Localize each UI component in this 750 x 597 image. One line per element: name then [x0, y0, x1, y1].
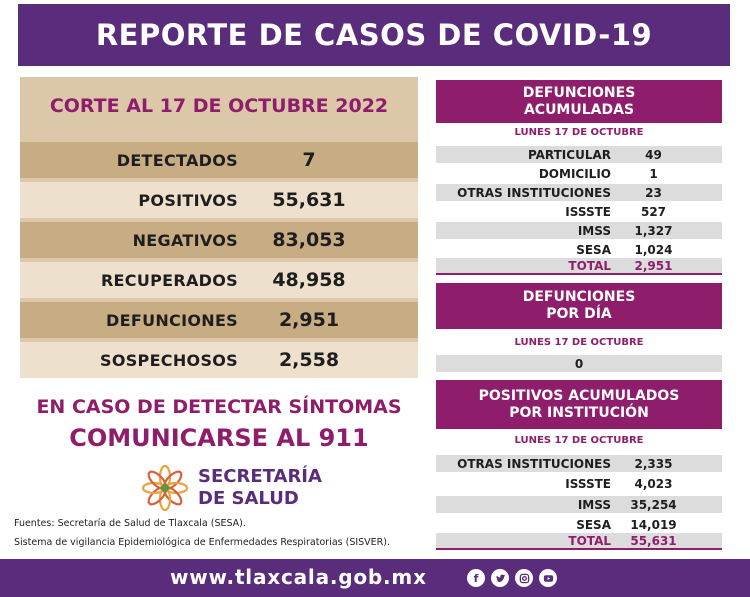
section-title-line-1: POSITIVOS ACUMULADOS — [478, 387, 680, 404]
section-title-line-2: POR INSTITUCIÓN — [509, 404, 649, 421]
row-label: ISSSTE — [565, 476, 611, 491]
alert-line-1: EN CASO DE DETECTAR SÍNTOMAS — [36, 396, 402, 418]
stat-row-recuperados — [20, 262, 418, 298]
cut-date-label: CORTE AL 17 DE OCTUBRE 2022 — [49, 95, 389, 117]
website-link[interactable]: www.tlaxcala.gob.mx — [170, 565, 427, 589]
table-row — [436, 516, 722, 533]
table-row — [436, 455, 722, 472]
stat-row-detectados — [20, 142, 418, 178]
stat-label: DEFUNCIONES — [106, 310, 238, 330]
total-label: TOTAL — [568, 533, 611, 548]
positives-institution-header — [436, 380, 722, 429]
row-label: SESA — [576, 517, 611, 532]
total-value: 2,951 — [634, 258, 673, 273]
stat-label: RECUPERADOS — [100, 270, 238, 290]
table-row — [436, 475, 722, 492]
table-row — [436, 222, 722, 239]
row-value: 2,335 — [634, 456, 673, 471]
positives-institution-date: LUNES 17 DE OCTUBRE — [514, 435, 644, 446]
total-label: TOTAL — [568, 258, 611, 273]
facebook-icon[interactable]: f — [467, 569, 485, 587]
page-title: REPORTE DE CASOS DE COVID-19 — [95, 18, 653, 52]
header-banner — [18, 4, 730, 66]
row-value: 4,023 — [634, 476, 673, 491]
row-value: 49 — [645, 147, 662, 162]
row-value: 1,024 — [634, 242, 673, 257]
row-label: DOMICILIO — [538, 166, 611, 181]
stat-value: 83,053 — [272, 229, 346, 251]
logo-text-line-2: DE SALUD — [198, 488, 299, 509]
row-label: SESA — [576, 242, 611, 257]
stat-label: DETECTADOS — [116, 150, 238, 170]
table-row — [436, 241, 722, 258]
stat-label: SOSPECHOSOS — [100, 350, 238, 370]
stat-label: POSITIVOS — [138, 190, 238, 210]
row-label: OTRAS INSTITUCIONES — [457, 456, 611, 471]
twitter-icon[interactable] — [491, 569, 509, 587]
source-line-2: Sistema de vigilancia Epidemiológica de Enfermedades Respiratorias (SISVER). — [14, 537, 391, 548]
row-label: PARTICULAR — [527, 147, 611, 162]
table-row — [436, 146, 722, 163]
row-value: 527 — [640, 204, 667, 219]
stat-label: NEGATIVOS — [132, 230, 238, 250]
youtube-icon[interactable] — [539, 569, 557, 587]
table-row — [436, 203, 722, 220]
deaths-daily-header — [436, 283, 722, 329]
row-label: OTRAS INSTITUCIONES — [457, 185, 611, 200]
section-title-line-1: DEFUNCIONES — [522, 84, 636, 101]
table-total-row — [436, 258, 722, 275]
row-label: IMSS — [577, 497, 611, 512]
row-value: 14,019 — [630, 517, 677, 532]
stat-row-positivos — [20, 182, 418, 218]
instagram-icon[interactable] — [515, 569, 533, 587]
section-title-line-2: POR DÍA — [546, 306, 612, 322]
stat-value: 2,951 — [278, 309, 340, 331]
stat-row-defunciones — [20, 302, 418, 338]
section-title-line-1: DEFUNCIONES — [522, 289, 636, 305]
row-value: 23 — [645, 185, 662, 200]
stat-row-negativos — [20, 222, 418, 258]
deaths-accumulated-header — [436, 80, 722, 123]
deaths-daily-date: LUNES 17 DE OCTUBRE — [514, 337, 644, 348]
table-row — [436, 184, 722, 201]
row-value: 1,327 — [634, 223, 673, 238]
stat-value: 55,631 — [272, 189, 346, 211]
stat-value: 7 — [302, 149, 316, 171]
source-line-1: Fuentes: Secretaría de Salud de Tlaxcala (SESA). — [14, 518, 246, 529]
table-row — [436, 355, 722, 372]
row-value: 1 — [649, 166, 658, 181]
row-value: 35,254 — [630, 497, 677, 512]
table-row — [436, 496, 722, 513]
row-label: ISSSTE — [565, 204, 611, 219]
logo-text-line-1: SECRETARÍA — [198, 466, 322, 487]
stat-value: 48,958 — [272, 269, 346, 291]
section-title-line-2: ACUMULADAS — [523, 101, 635, 118]
row-label: IMSS — [577, 223, 611, 238]
table-row — [436, 165, 722, 182]
alert-line-2: COMUNICARSE AL 911 — [69, 424, 369, 452]
total-value: 55,631 — [630, 533, 677, 548]
stat-value: 2,558 — [278, 349, 340, 371]
stat-row-sospechosos — [20, 342, 418, 378]
deaths-daily-value: 0 — [574, 356, 584, 371]
flower-logo-icon — [140, 463, 190, 513]
deaths-accumulated-date: LUNES 17 DE OCTUBRE — [514, 127, 644, 138]
table-total-row — [436, 533, 722, 550]
